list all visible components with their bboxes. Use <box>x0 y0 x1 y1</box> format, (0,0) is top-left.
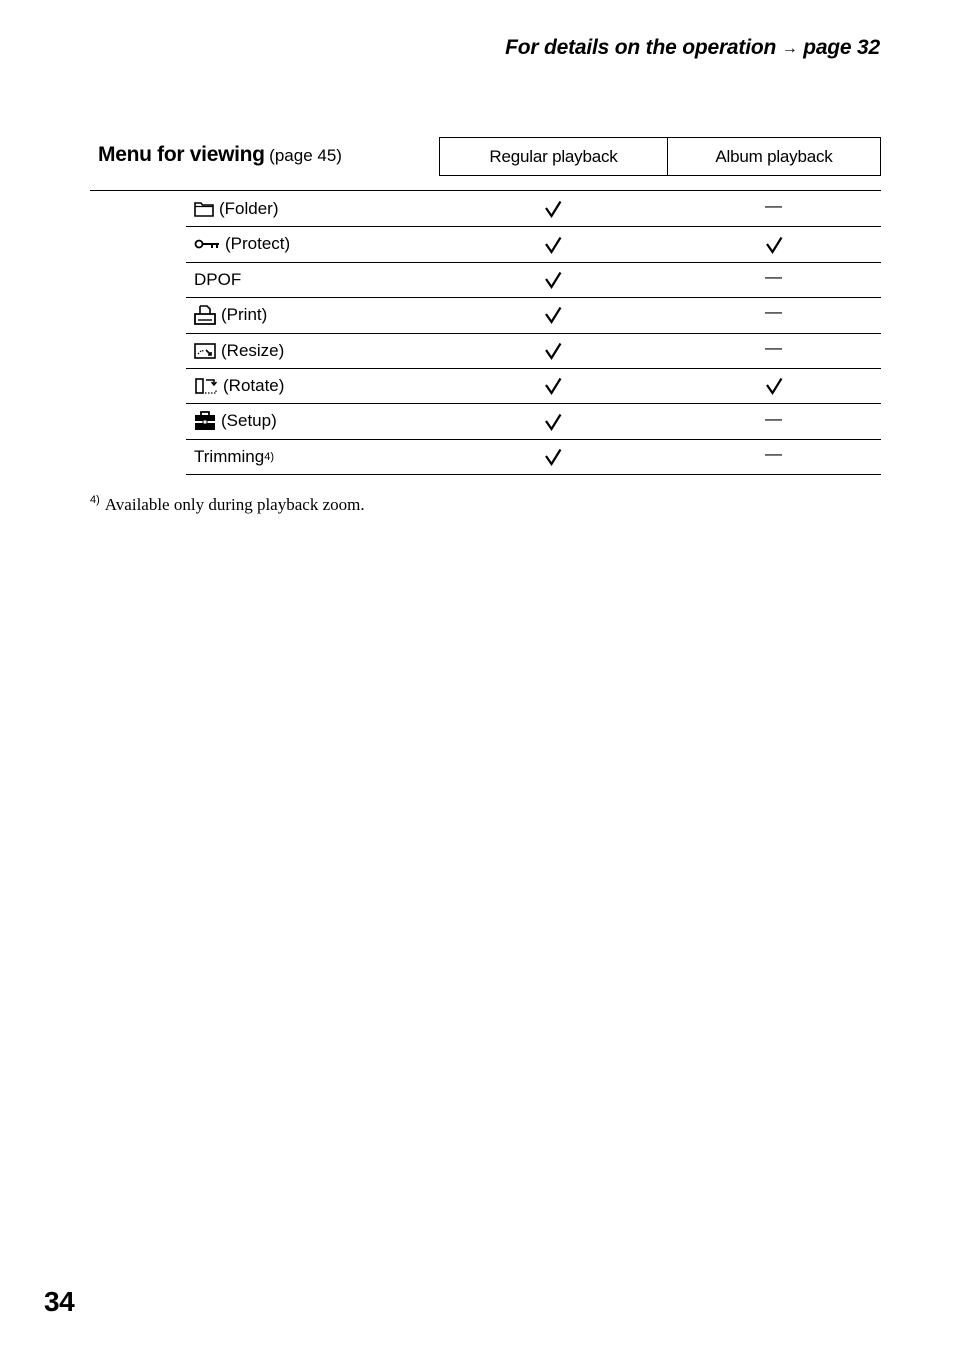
column-header-album: Album playback <box>715 146 833 166</box>
cell-regular <box>439 369 666 403</box>
cell-album <box>666 227 881 261</box>
row-label: (Rotate) <box>223 375 285 395</box>
row-label: (Print) <box>221 305 268 325</box>
menu-title: Menu for viewing <box>98 143 265 166</box>
check-icon <box>765 377 783 395</box>
footnote-marker: 4) <box>90 494 100 507</box>
folder-icon <box>194 201 214 217</box>
print-icon <box>194 305 216 325</box>
header-prefix: For details on the operation <box>505 36 777 59</box>
dash-mark: — <box>765 443 782 463</box>
dash-mark: — <box>765 266 782 286</box>
cell-album <box>666 192 881 226</box>
footnote <box>90 495 365 515</box>
cell-regular <box>439 404 666 438</box>
toolbox-icon <box>194 411 216 431</box>
check-icon <box>765 236 783 254</box>
check-icon <box>544 413 562 431</box>
row-label: (Resize) <box>221 340 285 360</box>
rotate-icon <box>194 377 218 395</box>
cell-regular <box>439 227 666 261</box>
cell-regular <box>439 298 666 332</box>
cell-regular <box>439 263 666 297</box>
section-title <box>98 143 342 167</box>
row-label: DPOF <box>194 269 242 289</box>
cell-album <box>666 404 881 438</box>
check-icon <box>544 448 562 466</box>
menu-table <box>186 192 881 475</box>
check-icon <box>544 377 562 395</box>
header-rule <box>90 190 881 191</box>
column-headers <box>439 137 881 176</box>
table-row <box>186 404 881 439</box>
check-icon <box>544 200 562 218</box>
cell-album <box>666 298 881 332</box>
table-row <box>186 334 881 369</box>
table-row <box>186 227 881 262</box>
cell-regular <box>439 334 666 368</box>
table-row: Trimming 4) — <box>186 440 881 475</box>
menu-page-ref: (page 45) <box>269 146 342 165</box>
dash-mark: — <box>765 302 782 322</box>
check-icon <box>544 342 562 360</box>
table-row <box>186 369 881 404</box>
dash-mark: — <box>765 408 782 428</box>
footnote-text: Available only during playback zoom. <box>104 495 365 514</box>
cell-regular <box>439 440 666 474</box>
column-header-regular: Regular playback <box>440 138 668 175</box>
table-row <box>186 263 881 298</box>
dash-mark: — <box>765 196 782 216</box>
row-label: (Folder) <box>219 199 279 218</box>
key-icon <box>194 238 220 250</box>
cell-regular <box>439 192 666 226</box>
row-label: Trimming <box>194 446 265 466</box>
check-icon <box>544 271 562 289</box>
check-icon <box>544 236 562 254</box>
resize-icon <box>194 342 216 360</box>
page-header <box>505 36 880 60</box>
cell-album <box>666 440 881 474</box>
cell-album <box>666 263 881 297</box>
page-number: 34 <box>44 1286 75 1317</box>
table-row <box>186 192 881 227</box>
cell-album <box>666 369 881 403</box>
row-label: (Protect) <box>225 234 291 254</box>
check-icon <box>544 306 562 324</box>
header-page-ref: page 32 <box>803 36 880 59</box>
table-row <box>186 298 881 333</box>
row-label: (Setup) <box>221 411 277 431</box>
dash-mark: — <box>765 337 782 357</box>
cell-album <box>666 334 881 368</box>
arrow-icon: → <box>781 40 798 57</box>
